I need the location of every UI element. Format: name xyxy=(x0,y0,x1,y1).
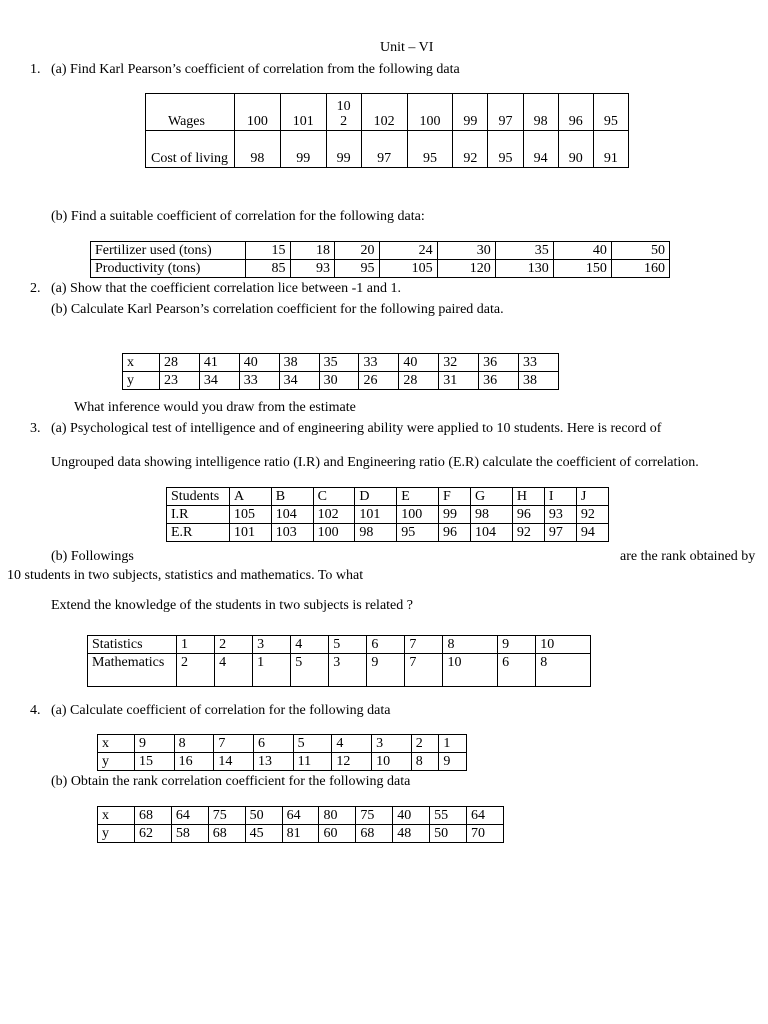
q1-number: 1. xyxy=(30,62,41,77)
q3-a-text-2: Ungrouped data showing intelligence ratio (I.R) and Engineering ratio (E.R) calculate the coefficient of correlation. xyxy=(51,455,699,470)
row-label: Wages xyxy=(146,94,235,131)
q1-wages-table xyxy=(145,93,629,168)
table-cell: 97 xyxy=(488,94,523,131)
table-cell: 99 xyxy=(326,131,361,168)
table-row xyxy=(146,94,629,131)
table-cell: 160 xyxy=(611,260,669,278)
table-cell: 104 xyxy=(271,506,313,524)
table-cell: 31 xyxy=(439,372,479,390)
table-row xyxy=(98,753,467,771)
table-cell: 13 xyxy=(253,753,293,771)
table-cell: 35 xyxy=(495,242,553,260)
q3-b-text-line3: Extend the knowledge of the students in two subjects is related ? xyxy=(51,598,413,613)
q1-b-text: (b) Find a suitable coefficient of correlation for the following data: xyxy=(51,209,425,224)
row-label: I.R xyxy=(167,506,230,524)
table-cell: 98 xyxy=(523,94,558,131)
table-cell: 2 xyxy=(411,735,439,753)
table-cell: 38 xyxy=(279,354,319,372)
table-cell: 91 xyxy=(593,131,628,168)
table-cell: F xyxy=(438,488,470,506)
row-label: Fertilizer used (tons) xyxy=(91,242,246,260)
table-cell: 64 xyxy=(467,807,504,825)
table-cell: 99 xyxy=(453,94,488,131)
table-cell: 80 xyxy=(319,807,356,825)
table-cell: 98 xyxy=(235,131,281,168)
row-label: x xyxy=(98,735,135,753)
table-cell: 9 xyxy=(498,636,536,654)
table-cell: 30 xyxy=(319,372,359,390)
table-cell: 4 xyxy=(215,654,253,687)
table-cell: 68 xyxy=(208,825,245,843)
table-cell: 20 xyxy=(335,242,380,260)
table-cell: 62 xyxy=(135,825,172,843)
table-cell: 4 xyxy=(332,735,372,753)
table-cell: 90 xyxy=(558,131,593,168)
table-cell: 96 xyxy=(512,506,544,524)
table-cell: 24 xyxy=(379,242,437,260)
table-cell: 95 xyxy=(407,131,453,168)
q4-rank-table xyxy=(97,806,504,843)
q3-b-text-left: (b) Followings xyxy=(51,549,134,564)
table-cell: 68 xyxy=(135,807,172,825)
table-cell: 15 xyxy=(135,753,175,771)
table-cell: 103 xyxy=(271,524,313,542)
table-row xyxy=(123,372,559,390)
table-cell: 7 xyxy=(214,735,254,753)
table-cell: 8 xyxy=(411,753,439,771)
table-cell: 75 xyxy=(208,807,245,825)
q4-b-text: (b) Obtain the rank correlation coefficient for the following data xyxy=(51,774,411,789)
table-cell: 34 xyxy=(279,372,319,390)
table-cell: 60 xyxy=(319,825,356,843)
table-cell: A xyxy=(230,488,272,506)
table-cell: 33 xyxy=(519,354,559,372)
table-cell: 100 xyxy=(313,524,355,542)
table-cell: 96 xyxy=(438,524,470,542)
table-cell: 8 xyxy=(174,735,214,753)
table-cell: 58 xyxy=(171,825,208,843)
table-cell: 102 xyxy=(361,94,407,131)
row-label: y xyxy=(98,825,135,843)
table-cell: 100 xyxy=(407,94,453,131)
table-cell: 101 xyxy=(230,524,272,542)
table-cell: 104 xyxy=(471,524,513,542)
table-cell: 30 xyxy=(437,242,495,260)
table-cell: 28 xyxy=(160,354,200,372)
table-cell: B xyxy=(271,488,313,506)
table-cell: 10 2 xyxy=(326,94,361,131)
table-cell: J xyxy=(576,488,608,506)
unit-title: Unit – VI xyxy=(380,40,434,55)
table-row xyxy=(88,654,591,687)
table-cell: 92 xyxy=(576,506,608,524)
table-cell: 33 xyxy=(239,372,279,390)
table-cell: 5 xyxy=(329,636,367,654)
table-cell: 92 xyxy=(512,524,544,542)
table-row xyxy=(98,825,504,843)
table-cell: 120 xyxy=(437,260,495,278)
table-cell: 64 xyxy=(282,807,319,825)
table-cell: 4 xyxy=(291,636,329,654)
table-cell: 41 xyxy=(199,354,239,372)
table-cell: 64 xyxy=(171,807,208,825)
table-cell: D xyxy=(355,488,397,506)
table-cell: 101 xyxy=(355,506,397,524)
table-cell: 93 xyxy=(544,506,576,524)
table-cell: 33 xyxy=(359,354,399,372)
table-cell: 40 xyxy=(399,354,439,372)
table-cell: 32 xyxy=(439,354,479,372)
table-cell: 10 xyxy=(536,636,591,654)
q2-xy-table xyxy=(122,353,559,390)
table-cell: 10 xyxy=(372,753,412,771)
table-cell: 8 xyxy=(443,636,498,654)
table-cell: 50 xyxy=(430,825,467,843)
table-cell: 75 xyxy=(356,807,393,825)
table-cell: 3 xyxy=(329,654,367,687)
table-cell: G xyxy=(471,488,513,506)
table-cell: 5 xyxy=(293,735,332,753)
table-cell: 7 xyxy=(405,654,443,687)
table-cell: 36 xyxy=(479,354,519,372)
table-cell: 38 xyxy=(519,372,559,390)
table-cell: 18 xyxy=(290,242,335,260)
table-cell: I xyxy=(544,488,576,506)
table-cell: 130 xyxy=(495,260,553,278)
table-row xyxy=(91,242,670,260)
table-cell: 85 xyxy=(246,260,291,278)
q3-b-text-right: are the rank obtained by xyxy=(620,549,756,564)
table-cell: 40 xyxy=(239,354,279,372)
table-cell: 14 xyxy=(214,753,254,771)
table-cell: 100 xyxy=(397,506,439,524)
table-cell: 26 xyxy=(359,372,399,390)
table-cell: 95 xyxy=(335,260,380,278)
table-cell: 34 xyxy=(199,372,239,390)
table-cell: 98 xyxy=(355,524,397,542)
table-row xyxy=(123,354,559,372)
q2-inference: What inference would you draw from the estimate xyxy=(74,400,356,415)
q3-students-table xyxy=(166,487,609,542)
row-label: Students xyxy=(167,488,230,506)
table-cell: 68 xyxy=(356,825,393,843)
table-cell: 48 xyxy=(393,825,430,843)
table-cell: 11 xyxy=(293,753,332,771)
q3-b-text-line2: 10 students in two subjects, statistics and mathematics. To what xyxy=(7,568,364,583)
q3-number: 3. xyxy=(30,421,41,436)
table-cell: 10 xyxy=(443,654,498,687)
table-cell: 1 xyxy=(177,636,215,654)
table-cell: 93 xyxy=(290,260,335,278)
table-cell: 9 xyxy=(367,654,405,687)
table-row xyxy=(88,636,591,654)
table-cell: 7 xyxy=(405,636,443,654)
table-row xyxy=(167,488,609,506)
table-cell: 101 xyxy=(280,94,326,131)
table-cell: 23 xyxy=(160,372,200,390)
table-cell: 99 xyxy=(438,506,470,524)
table-cell: 45 xyxy=(245,825,282,843)
table-cell: 55 xyxy=(430,807,467,825)
table-cell: 98 xyxy=(471,506,513,524)
table-cell: 105 xyxy=(230,506,272,524)
row-label: Productivity (tons) xyxy=(91,260,246,278)
table-cell: 92 xyxy=(453,131,488,168)
row-label: x xyxy=(98,807,135,825)
table-cell: 70 xyxy=(467,825,504,843)
table-cell: 100 xyxy=(235,94,281,131)
table-cell: 15 xyxy=(246,242,291,260)
table-row xyxy=(91,260,670,278)
table-cell: 8 xyxy=(536,654,591,687)
table-cell: 12 xyxy=(332,753,372,771)
table-row xyxy=(167,506,609,524)
table-cell: 94 xyxy=(576,524,608,542)
q2-b-text: (b) Calculate Karl Pearson’s correlation coefficient for the following paired data. xyxy=(51,302,504,317)
table-cell: 97 xyxy=(361,131,407,168)
table-cell: 36 xyxy=(479,372,519,390)
row-label: Mathematics xyxy=(88,654,177,687)
table-row xyxy=(167,524,609,542)
table-cell: 6 xyxy=(498,654,536,687)
table-row xyxy=(98,735,467,753)
table-cell: 105 xyxy=(379,260,437,278)
table-cell: 150 xyxy=(553,260,611,278)
table-cell: 6 xyxy=(367,636,405,654)
table-cell: 6 xyxy=(253,735,293,753)
table-cell: C xyxy=(313,488,355,506)
table-cell: 50 xyxy=(245,807,282,825)
table-row xyxy=(146,131,629,168)
table-cell: 1 xyxy=(439,735,467,753)
table-cell: 5 xyxy=(291,654,329,687)
q2-number: 2. xyxy=(30,281,41,296)
table-cell: 102 xyxy=(313,506,355,524)
table-cell: 40 xyxy=(393,807,430,825)
table-cell: 1 xyxy=(253,654,291,687)
row-label: Statistics xyxy=(88,636,177,654)
table-cell: 95 xyxy=(397,524,439,542)
table-cell: 81 xyxy=(282,825,319,843)
q1-a-text: (a) Find Karl Pearson’s coefficient of correlation from the following data xyxy=(51,62,460,77)
table-cell: 50 xyxy=(611,242,669,260)
table-cell: 96 xyxy=(558,94,593,131)
table-cell: 40 xyxy=(553,242,611,260)
table-cell: 2 xyxy=(177,654,215,687)
q3-ranks-table xyxy=(87,635,591,687)
row-label: y xyxy=(123,372,160,390)
table-cell: 35 xyxy=(319,354,359,372)
table-cell: 99 xyxy=(280,131,326,168)
row-label: y xyxy=(98,753,135,771)
q4-number: 4. xyxy=(30,703,41,718)
q2-a-text: (a) Show that the coefficient correlation lice between -1 and 1. xyxy=(51,281,401,296)
table-cell: 95 xyxy=(488,131,523,168)
table-cell: 3 xyxy=(372,735,412,753)
table-cell: 9 xyxy=(135,735,175,753)
table-cell: 95 xyxy=(593,94,628,131)
q4-a-text: (a) Calculate coefficient of correlation for the following data xyxy=(51,703,391,718)
table-cell: 94 xyxy=(523,131,558,168)
row-label: x xyxy=(123,354,160,372)
q4-xy-table xyxy=(97,734,467,771)
table-cell: 16 xyxy=(174,753,214,771)
q1-fertilizer-table xyxy=(90,241,670,278)
table-cell: 3 xyxy=(253,636,291,654)
row-label: Cost of living xyxy=(146,131,235,168)
table-cell: 28 xyxy=(399,372,439,390)
table-row xyxy=(98,807,504,825)
table-cell: H xyxy=(512,488,544,506)
q3-a-text: (a) Psychological test of intelligence and of engineering ability were applied to 10 students. Here is record of xyxy=(51,421,662,436)
table-cell: E xyxy=(397,488,439,506)
table-cell: 97 xyxy=(544,524,576,542)
row-label: E.R xyxy=(167,524,230,542)
table-cell: 2 xyxy=(215,636,253,654)
table-cell: 9 xyxy=(439,753,467,771)
